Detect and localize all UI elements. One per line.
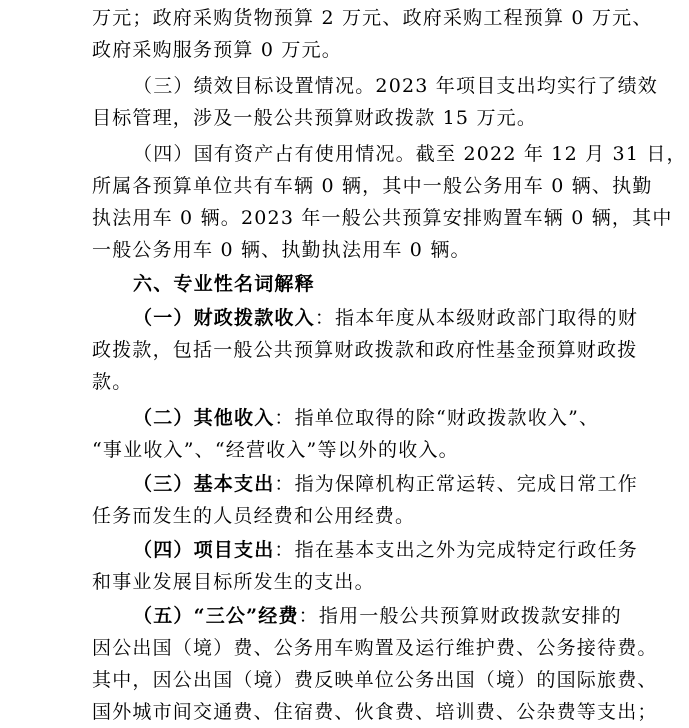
term-other-income: （二）其他收入：指单位取得的除“财政拨款收入”、	[133, 407, 600, 429]
text-line: 所属各预算单位共有车辆 0 辆，其中一般公务用车 0 辆、执勤	[92, 175, 653, 197]
term-project-expenditure: （四）项目支出：指在基本支出之外为完成特定行政任务	[133, 539, 639, 561]
term-label: （二）其他收入	[133, 407, 275, 429]
term-label: （四）项目支出	[133, 539, 275, 561]
text-line: 执法用车 0 辆。2023 年一般公共预算安排购置车辆 0 辆，其中	[92, 207, 673, 229]
term-label: （一）财政拨款收入	[133, 307, 315, 329]
text-line: 政拨款，包括一般公共预算财政拨款和政府性基金预算财政拨	[92, 339, 638, 361]
text-line: 国外城市间交通费、住宿费、伙食费、培训费、公杂费等支出；	[92, 701, 658, 723]
text-line: 任务而发生的人员经费和公用经费。	[92, 505, 416, 527]
text-line: “事业收入”、“经营收入”等以外的收入。	[92, 439, 459, 461]
text-line: 目标管理，涉及一般公共预算财政拨款 15 万元。	[92, 107, 538, 129]
section-marker: （三）	[133, 75, 194, 97]
term-label: （五）“三公”经费	[133, 605, 299, 627]
text-line: 一般公务用车 0 辆、执勤执法用车 0 辆。	[92, 239, 471, 261]
term-label: （三）基本支出	[133, 473, 275, 495]
term-fiscal-appropriation-income: （一）财政拨款收入：指本年度从本级财政部门取得的财	[133, 307, 639, 329]
paragraph-state-assets: （四）国有资产占有使用情况。截至 2022 年 12 月 31 日，	[133, 143, 687, 165]
section-marker: （四）	[133, 143, 194, 165]
term-three-public-expenses: （五）“三公”经费：指用一般公共预算财政拨款安排的	[133, 605, 622, 627]
text-line: 政府采购服务预算 0 万元。	[92, 39, 342, 61]
paragraph-performance-goals: （三）绩效目标设置情况。2023 年项目支出均实行了绩效	[133, 75, 659, 97]
text-line: 款。	[92, 371, 133, 393]
section-heading: 六、专业性名词解释	[133, 273, 315, 295]
text-line: 万元；政府采购货物预算 2 万元、政府采购工程预算 0 万元、	[92, 7, 653, 29]
text-line: 其中，因公出国（境）费反映单位公务出国（境）的国际旅费、	[92, 669, 658, 691]
text-line: 因公出国（境）费、公务用车购置及运行维护费、公务接待费。	[92, 637, 658, 659]
text-line: 和事业发展目标所发生的支出。	[92, 571, 375, 593]
term-basic-expenditure: （三）基本支出：指为保障机构正常运转、完成日常工作	[133, 473, 639, 495]
